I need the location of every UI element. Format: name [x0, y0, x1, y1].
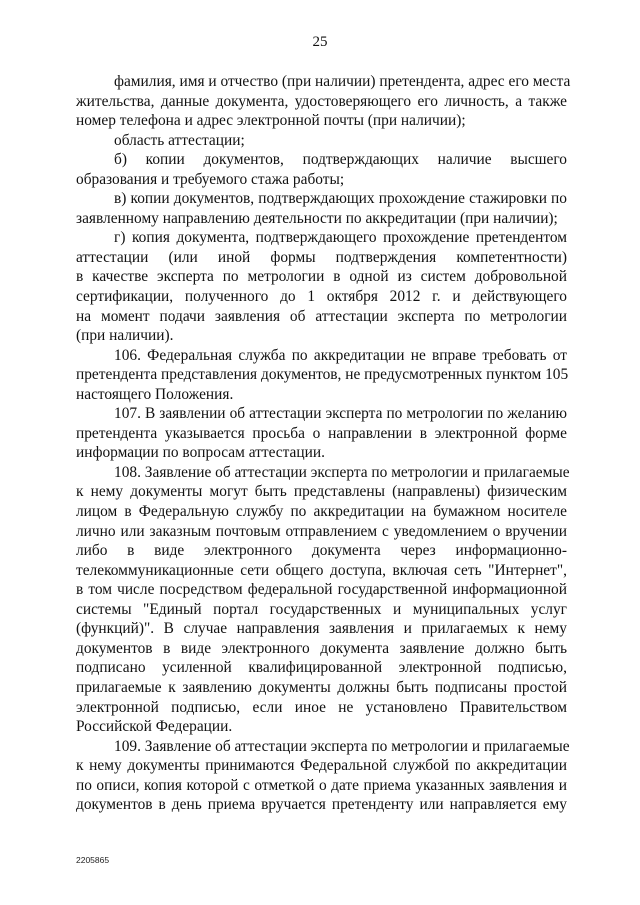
- text-line: претендента указывается просьба о направлении в электронной форме: [76, 424, 567, 442]
- document-code: 2205865: [76, 855, 110, 865]
- page-number: 25: [312, 34, 328, 50]
- text-line: номер телефона и адрес электронной почты (при наличии);: [76, 112, 466, 130]
- body-text: [76, 72, 571, 815]
- text-line: электронной подписью, если иное не установлено Правительством: [76, 698, 567, 716]
- text-line: документов в день приема вручается претенденту или направляется ему: [76, 796, 567, 814]
- text-line: в качестве эксперта по метрологии в одной из систем добровольной: [76, 268, 567, 286]
- text-line: (при наличии).: [76, 327, 174, 345]
- text-line: б) копии документов, подтверждающих наличие высшего: [114, 151, 567, 169]
- text-line: аттестации (или иной формы подтверждения компетентности): [76, 248, 567, 266]
- text-line: 109. Заявление об аттестации эксперта по метрологии и прилагаемые: [114, 737, 570, 755]
- text-line: образования и требуемого стажа работы;: [76, 170, 345, 188]
- text-line: либо в виде электронного документа через информационно-: [76, 542, 567, 560]
- text-line: к нему документы принимаются Федеральной службой по аккредитации: [76, 757, 567, 775]
- text-line: системы "Единый портал государственных и муниципальных услуг: [76, 600, 567, 618]
- text-line: на момент подачи заявления об аттестации эксперта по метрологии: [76, 307, 567, 325]
- text-line: в) копии документов, подтверждающих прохождение стажировки по: [114, 190, 567, 208]
- text-line: фамилия, имя и отчество (при наличии) претендента, адрес его места: [114, 73, 571, 90]
- text-line: телекоммуникационные сети общего доступа, включая сеть "Интернет",: [76, 561, 567, 579]
- text-line: по описи, копия которой с отметкой о дате приема указанных заявления и: [76, 776, 567, 794]
- text-line: 106. Федеральная служба по аккредитации не вправе требовать от: [114, 346, 567, 364]
- text-line: в том числе посредством федеральной государственной информационной: [76, 581, 567, 599]
- text-line: информации по вопросам аттестации.: [76, 444, 325, 462]
- text-line: жительства, данные документа, удостоверяющего его личность, а также: [76, 92, 567, 110]
- text-line: подписано усиленной квалифицированной электронной подписью,: [76, 659, 567, 677]
- text-line: настоящего Положения.: [76, 385, 234, 403]
- text-line: документов в виде электронного документа заявление должно быть: [76, 639, 567, 657]
- text-line: лицом в Федеральную службу по аккредитации на бумажном носителе: [76, 503, 567, 521]
- text-line: Российской Федерации.: [76, 718, 233, 736]
- text-line: заявленному направлению деятельности по аккредитации (при наличии);: [76, 209, 558, 227]
- text-line: 108. Заявление об аттестации эксперта по метрологии и прилагаемые: [114, 463, 570, 481]
- text-line: область аттестации;: [114, 131, 245, 149]
- text-line: претендента представления документов, не предусмотренных пунктом 105: [76, 366, 569, 384]
- text-line: г) копия документа, подтверждающего прохождение претендентом: [114, 229, 567, 247]
- text-line: лично или заказным почтовым отправлением с уведомлением о вручении: [76, 522, 567, 540]
- text-line: прилагаемые к заявлению документы должны быть подписаны простой: [76, 678, 567, 696]
- text-line: сертификации, полученного до 1 октября 2012 г. и действующего: [76, 288, 567, 306]
- text-line: (функций)". В случае направления заявления и прилагаемых к нему: [76, 620, 567, 638]
- text-line: к нему документы могут быть представлены (направлены) физическим: [76, 483, 567, 501]
- text-line: 107. В заявлении об аттестации эксперта по метрологии по желанию: [114, 405, 567, 423]
